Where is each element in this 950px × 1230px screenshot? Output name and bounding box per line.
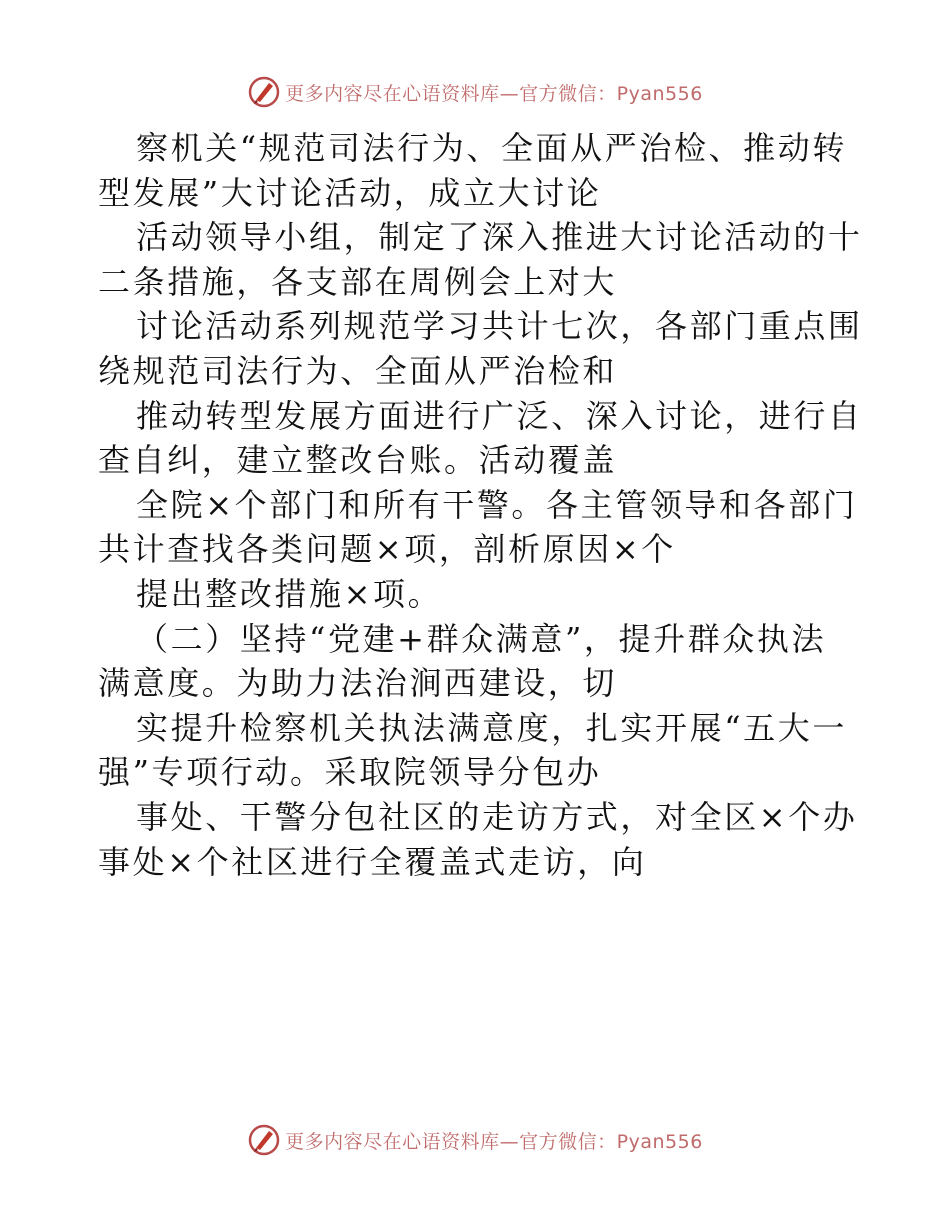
paragraph: [98, 215, 863, 304]
paragraph: [98, 795, 858, 884]
text-line: 强”专项行动。采取院领导分包办: [98, 753, 602, 792]
text-line: 型发展”大讨论活动，成立大讨论: [98, 173, 602, 212]
paragraph: [98, 572, 858, 617]
text-line: 二条措施，各支部在周例会上对大: [98, 262, 618, 301]
paragraph: [98, 304, 863, 393]
text-line: 推动转型发展方面进行广泛、深入讨论，进行自: [136, 396, 863, 435]
header-watermark-banner: [0, 72, 950, 112]
text-line: （二）坚持“党建+群众满意”，提升群众执法: [136, 619, 827, 658]
text-line: 全院×个部门和所有干警。各主管领导和各部门: [136, 485, 858, 524]
banner-text: 更多内容尽在心语资料库—官方微信：Pyan556: [285, 82, 703, 105]
paragraph: [98, 617, 858, 706]
paragraph: [98, 483, 858, 572]
text-line: 绕规范司法行为、全面从严治检和: [98, 351, 618, 390]
text-line: 共计查找各类问题×项，剖析原因×个: [98, 530, 676, 569]
quill-pen-logo-icon: [247, 1123, 281, 1157]
quill-pen-logo-icon: [247, 75, 281, 109]
text-line: 查自纠，建立整改台账。活动覆盖: [98, 441, 618, 480]
banner-text: 更多内容尽在心语资料库—官方微信：Pyan556: [285, 1130, 703, 1153]
paragraph: [98, 126, 858, 215]
text-line: 事处、干警分包社区的走访方式，对全区×个办: [136, 797, 858, 836]
text-line: 事处×个社区进行全覆盖式走访，向: [98, 842, 647, 881]
text-line: 满意度。为助力法治涧西建设，切: [98, 664, 618, 703]
text-line: 讨论活动系列规范学习共计七次，各部门重点围: [136, 307, 863, 346]
text-line: 活动领导小组，制定了深入推进大讨论活动的十: [136, 218, 863, 257]
text-line: 察机关“规范司法行为、全面从严治检、推动转: [136, 129, 847, 167]
text-line: 实提升检察机关执法满意度，扎实开展“五大一: [136, 708, 847, 747]
text-line: 提出整改措施×项。: [136, 574, 443, 613]
document-body: [98, 126, 863, 884]
paragraph: [98, 394, 863, 483]
paragraph: [98, 706, 858, 795]
footer-watermark-banner: [0, 1120, 950, 1160]
